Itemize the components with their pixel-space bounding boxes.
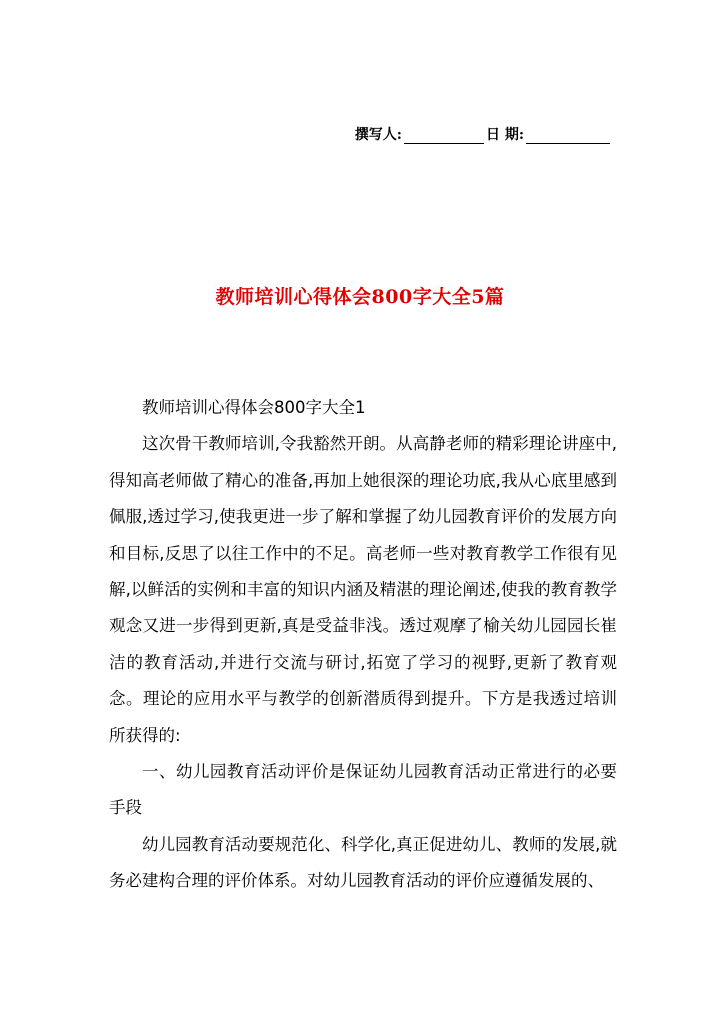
paragraph: 这次骨干教师培训,令我豁然开朗。从高静老师的精彩理论讲座中,得知高老师做了精心的准备,再加上她很深的理论功底,我从心底里感到佩服,透过学习,使我更进一步了解和掌握了幼儿园教育评价的发展方向和目标,反思了以往工作中的不足。高老师一些对教育教学工作很有见解,以鲜活的实例和丰富的知识内涵及精湛的理论阐述,使我的教育教学观念又进一步得到更新,真是受益非浅。透过观摩了榆关幼儿园园长崔洁的教育活动,并进行交流与研讨,拓宽了学习的视野,更新了教育观念。理论的应用水平与教学的创新潜质得到提升。下方是我透过培训所获得的: bbox=[109, 434, 617, 745]
date-label: 日 期: bbox=[485, 127, 524, 143]
subheading: 一、幼儿园教育活动评价是保证幼儿园教育活动正常进行的必要手段 bbox=[109, 762, 617, 818]
document-body bbox=[109, 390, 617, 900]
author-date-line bbox=[355, 124, 612, 144]
date-blank bbox=[526, 129, 610, 144]
paragraph: 幼儿园教育活动要规范化、科学化,真正促进幼儿、教师的发展,就务必建构合理的评价体系。对幼儿园教育活动的评价应遵循发展的、 bbox=[109, 834, 617, 891]
section-heading: 教师培训心得体会800字大全1 bbox=[142, 398, 366, 417]
author-blank bbox=[404, 129, 484, 144]
author-label: 撰写人: bbox=[354, 127, 402, 143]
document-title: 教师培训心得体会800字大全5篇 bbox=[215, 286, 505, 308]
